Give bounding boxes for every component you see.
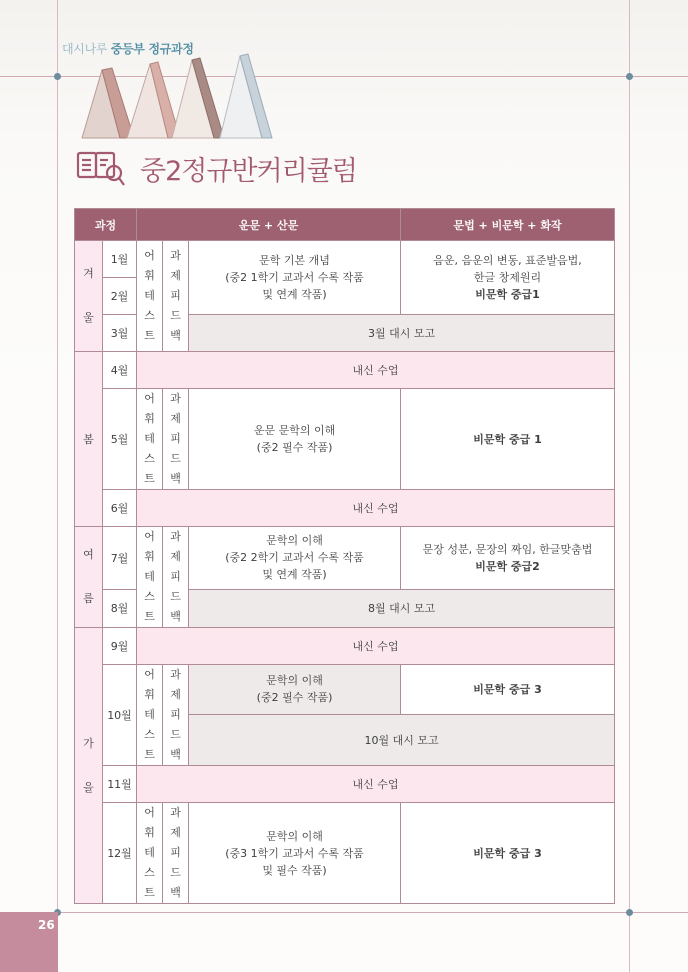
month-cell: 3월	[103, 315, 137, 352]
month-cell: 11월	[103, 766, 137, 803]
literature-cell: 문학 기본 개념 (중2 1학기 교과서 수록 작품 및 연계 작품)	[189, 241, 401, 315]
books-illustration	[72, 50, 292, 140]
month-cell: 4월	[103, 352, 137, 389]
month-cell: 2월	[103, 278, 137, 315]
table-row	[75, 352, 615, 389]
brand-course: 중등부 정규과정	[110, 42, 194, 56]
mock-exam-cell: 10월 대시 모고	[189, 714, 615, 765]
month-cell: 6월	[103, 490, 137, 527]
school-exam-cell: 내신 수업	[137, 766, 615, 803]
title-bar	[76, 146, 357, 190]
vocab-test-cell: 어 휘 테 스 트	[137, 665, 163, 766]
season-fall: 가 을	[75, 628, 103, 904]
table-row	[75, 766, 615, 803]
grammar-cell: 비문학 중급 3	[401, 803, 615, 904]
literature-cell: 문학의 이해 (중3 1학기 교과서 수록 작품 및 필수 작품)	[189, 803, 401, 904]
table-row	[75, 490, 615, 527]
grammar-cell: 문장 성분, 문장의 짜임, 한글맞춤법 비문학 중급2	[401, 527, 615, 590]
feedback-cell: 과 제 피 드 백	[163, 389, 189, 490]
month-cell: 5월	[103, 389, 137, 490]
month-cell: 1월	[103, 241, 137, 278]
feedback-cell: 과 제 피 드 백	[163, 665, 189, 766]
table-row	[75, 665, 615, 715]
school-exam-cell: 내신 수업	[137, 628, 615, 665]
feedback-cell: 과 제 피 드 백	[163, 803, 189, 904]
mock-exam-cell: 8월 대시 모고	[189, 589, 615, 627]
table-row	[75, 241, 615, 278]
table-row	[75, 527, 615, 590]
grammar-cell: 비문학 중급 1	[401, 389, 615, 490]
literature-cell: 문학의 이해 (중2 2학기 교과서 수록 작품 및 연계 작품)	[189, 527, 401, 590]
vocab-test-cell: 어 휘 테 스 트	[137, 803, 163, 904]
book-magnifier-icon	[76, 147, 128, 189]
table-row	[75, 389, 615, 490]
corner-dot	[54, 73, 61, 80]
school-exam-cell: 내신 수업	[137, 490, 615, 527]
vocab-test-cell: 어 휘 테 스 트	[137, 527, 163, 628]
literature-cell: 문학의 이해 (중2 필수 작품)	[189, 665, 401, 715]
table-row	[75, 628, 615, 665]
season-spring: 봄	[75, 352, 103, 527]
table-header-row	[75, 209, 615, 241]
school-exam-cell: 내신 수업	[137, 352, 615, 389]
curriculum-table	[74, 208, 615, 904]
vocab-test-cell: 어 휘 테 스 트	[137, 389, 163, 490]
grammar-cell: 비문학 중급 3	[401, 665, 615, 715]
month-cell: 9월	[103, 628, 137, 665]
guide-line-right	[629, 0, 630, 972]
month-cell: 8월	[103, 589, 137, 627]
corner-dot	[626, 73, 633, 80]
month-cell: 7월	[103, 527, 137, 590]
table-row	[75, 803, 615, 904]
season-summer: 여 름	[75, 527, 103, 628]
literature-cell: 운문 문학의 이해 (중2 필수 작품)	[189, 389, 401, 490]
month-cell: 12월	[103, 803, 137, 904]
feedback-cell: 과 제 피 드 백	[163, 527, 189, 628]
season-winter: 겨 울	[75, 241, 103, 352]
mock-exam-cell: 3월 대시 모고	[189, 315, 615, 352]
header-course: 과정	[75, 209, 137, 241]
guide-line-bottom	[0, 912, 688, 913]
guide-line-left	[57, 0, 58, 972]
corner-dot	[626, 909, 633, 916]
header-literature: 운문 + 산문	[137, 209, 401, 241]
feedback-cell: 과 제 피 드 백	[163, 241, 189, 352]
month-cell: 10월	[103, 665, 137, 766]
page-title: 중2정규반커리큘럼	[140, 155, 357, 187]
page-number: 26	[38, 918, 55, 932]
vocab-test-cell: 어 휘 테 스 트	[137, 241, 163, 352]
page-number-tab	[0, 912, 58, 972]
grammar-cell: 음운, 음운의 변동, 표준발음법, 한글 창제원리 비문학 중급1	[401, 241, 615, 315]
brand-name: 대시나루	[62, 42, 108, 56]
header-grammar: 문법 + 비문학 + 화작	[401, 209, 615, 241]
